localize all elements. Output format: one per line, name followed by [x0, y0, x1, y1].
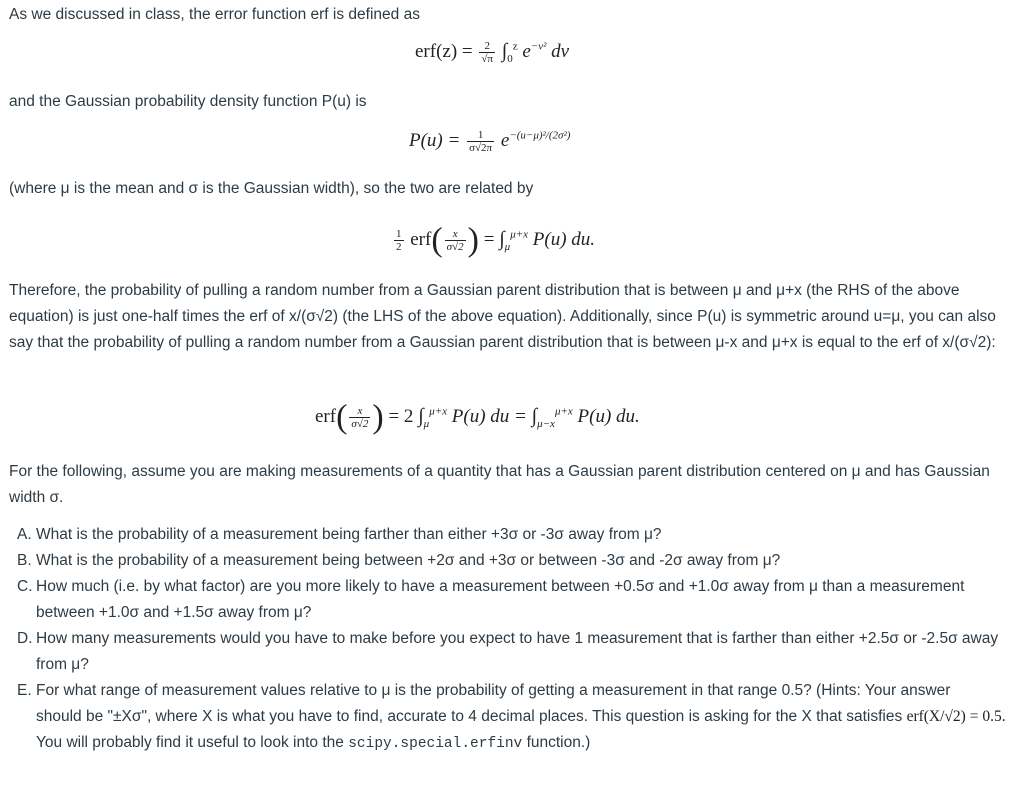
question-text: How much (i.e. by what factor) are you more likely to have a measurement between +0.5σ and +1.0σ away from μ than a measurement between +1.0σ and +1.5σ away from μ?	[36, 578, 965, 621]
question-a	[17, 522, 1024, 548]
question-label: E.	[17, 682, 32, 699]
question-e-text-1: should be "±Xσ", where X is what you have to find, accurate to 4 decimal places. This question is asking for the X that satisfies	[36, 708, 903, 725]
question-label: C.	[17, 578, 33, 595]
erf-definition-equation	[415, 38, 569, 65]
eq3-equals: =	[483, 229, 495, 250]
relation-intro-text: (where μ is the mean and σ is the Gaussian width), so the two are related by	[9, 180, 534, 197]
question-text: What is the probability of a measurement being farther than either +3σ or -3σ away from μ?	[36, 526, 662, 543]
question-b	[17, 548, 1024, 574]
eq1-differential: dv	[551, 41, 570, 62]
eq1-upper-limit: z	[512, 40, 518, 53]
eq3-upper-limit: μ+x	[510, 228, 529, 241]
question-d	[17, 626, 1024, 678]
eq4-upper-limit-1: μ+x	[429, 405, 448, 418]
question-list	[9, 522, 1024, 757]
eq1-frac-den: √π	[481, 53, 493, 66]
intro-erf-text: As we discussed in class, the error function erf is defined as	[9, 6, 420, 23]
eq4-arg-den: σ√2	[351, 418, 369, 431]
eq1-frac-num: 2	[479, 40, 495, 53]
eq3-arg-den: σ√2	[446, 241, 464, 254]
eq4-lower-limit-2: μ−x	[537, 417, 555, 430]
eq2-exponent: −(u−μ)²/(2σ²)	[509, 129, 571, 142]
question-c	[17, 574, 1024, 626]
eq2-lhs: P(u) =	[409, 130, 461, 151]
eq1-lower-limit: 0	[507, 52, 513, 65]
eq4-integral-sign-1: ∫	[418, 405, 424, 427]
gaussian-pdf-equation	[409, 128, 570, 154]
question-label: A.	[17, 526, 32, 543]
eq2-integrand: e	[500, 130, 510, 151]
eq1-integral-sign: ∫	[501, 40, 508, 62]
eq3-integral-sign: ∫	[499, 228, 505, 250]
question-e-text-3: function.)	[526, 734, 591, 751]
eq1-integrand: e	[522, 41, 531, 62]
question-text: How many measurements would you have to make before you expect to have 1 measurement that is farther than either +2.5σ or -2.5σ away from μ?	[36, 630, 999, 673]
question-e	[17, 678, 1024, 757]
eq4-integrand-2: P(u) du.	[577, 406, 640, 427]
eq1-fraction	[479, 40, 495, 65]
question-e-continuation	[36, 704, 1024, 757]
erfinv-code: scipy.special.erfinv	[348, 736, 523, 752]
eq3-close-paren: )	[467, 221, 479, 259]
eq2-frac-den: σ√2π	[469, 142, 493, 155]
eq4-lower-limit-1: μ	[423, 417, 430, 430]
eq3-arg-fraction	[445, 228, 466, 253]
eq1-exponent: −v²	[530, 40, 547, 53]
eq1-lhs: erf(z) =	[415, 41, 473, 62]
eq4-integrand-1: P(u) du =	[451, 406, 527, 427]
eq4-integral-sign-2: ∫	[531, 405, 538, 427]
eq4-upper-limit-2: μ+x	[554, 405, 573, 418]
eq3-erf: erf	[410, 229, 432, 250]
question-label: B.	[17, 552, 32, 569]
intro-gaussian-text: and the Gaussian probability density function P(u) is	[9, 93, 367, 110]
eq4-arg-num: x	[357, 405, 363, 418]
question-text: What is the probability of a measurement being between +2σ and +3σ or between -3σ and -2σ away from μ?	[36, 552, 781, 569]
eq4-erf: erf	[315, 406, 337, 427]
question-text: For what range of measurement values relative to μ is the probability of getting a measurement in that range 0.5? (Hints: Your answer	[36, 682, 951, 699]
eq3-half-num: 1	[396, 228, 402, 241]
explanation-paragraph: Therefore, the probability of pulling a random number from a Gaussian parent distribution that is between μ and μ+x (the RHS of the above equation) is just one-half times the erf of x/(σ√2) (the LHS of the above equation). Additionally, since P(u) is symmetric around u=μ, you can also say that the probability of pulling a random number from a Gaussian parent distribution that is between μ-x and μ+x is equal to the erf of x/(σ√2):	[9, 282, 996, 351]
eq4-open-paren: (	[336, 398, 348, 436]
eq3-half-den: 2	[396, 241, 402, 254]
eq3-integrand: P(u) du.	[532, 229, 596, 250]
erf-symmetric-equation	[315, 398, 640, 436]
eq3-arg-num: x	[452, 228, 458, 241]
eq3-half-fraction	[394, 228, 404, 253]
eq3-open-paren: (	[431, 221, 443, 259]
eq2-frac-num: 1	[467, 129, 494, 142]
eq3-lower-limit: μ	[504, 240, 511, 253]
eq2-fraction	[467, 129, 494, 154]
question-label: D.	[17, 630, 33, 647]
eq4-close-paren: )	[372, 398, 384, 436]
erf-relation-equation	[392, 221, 596, 259]
assumption-paragraph: For the following, assume you are making measurements of a quantity that has a Gaussian parent distribution centered on μ and has Gaussian width σ.	[9, 463, 990, 506]
question-e-text-2: You will probably find it useful to look into the	[36, 734, 344, 751]
eq4-mid: = 2	[388, 406, 414, 427]
eq4-arg-fraction	[349, 405, 370, 430]
question-e-math: erf(X/√2) = 0.5.	[906, 708, 1006, 725]
